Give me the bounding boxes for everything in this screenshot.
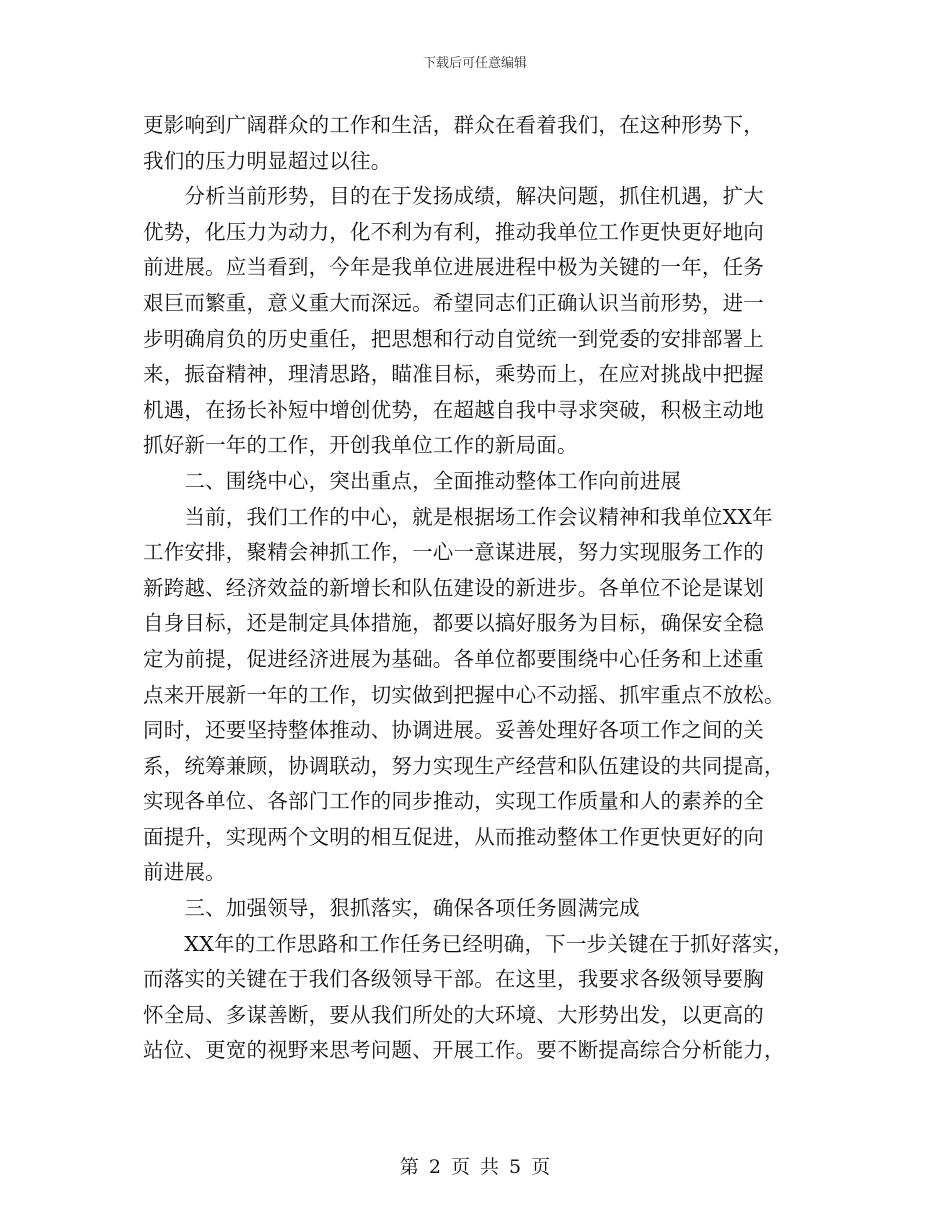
text-line: 点来开展新一年的工作，切实做到把握中心不动摇、抓牢重点不放松。 bbox=[143, 682, 785, 707]
text-line: 来，振奋精神，理清思路，瞄准目标，乘势而上，在应对挑战中把握 bbox=[143, 362, 764, 387]
text-line: XX年的工作思路和工作任务已经明确，下一步关键在于抓好落实， bbox=[143, 931, 794, 956]
text-line: 更影响到广阔群众的工作和生活，群众在看着我们，在这种形势下， bbox=[143, 113, 764, 137]
text-line: 同时，还要坚持整体推动、协调进展。妥善处理好各项工作之间的关 bbox=[143, 718, 764, 743]
text-line: 我们的压力明显超过以往。 bbox=[143, 148, 392, 173]
text-line: 抓好新一年的工作，开创我单位工作的新局面。 bbox=[143, 433, 578, 458]
text-line: 前进展。应当看到，今年是我单位进展进程中极为关键的一年，任务 bbox=[143, 255, 764, 280]
footer-prefix: 第 bbox=[399, 1156, 419, 1178]
text-line: 站位、更宽的视野来思考问题、开展工作。要不断提高综合分析能力， bbox=[143, 1038, 785, 1063]
footer-page-word: 页 bbox=[450, 1156, 470, 1178]
page-number: 2 bbox=[428, 1156, 441, 1178]
text-line: 系，统筹兼顾，协调联动，努力实现生产经营和队伍建设的共同提高， bbox=[143, 753, 785, 778]
total-pages: 5 bbox=[509, 1156, 522, 1178]
text-line: 优势，化压力为动力，化不利为有利，推动我单位工作更快更好地向 bbox=[143, 219, 764, 244]
text-line: 新跨越、经济效益的新增长和队伍建设的新进步。各单位不论是谋划 bbox=[143, 575, 764, 600]
text-line: 工作安排，聚精会神抓工作，一心一意谋进展，努力实现服务工作的 bbox=[143, 540, 764, 565]
text-line: 步明确肩负的历史重任，把思想和行动自觉统一到党委的安排部署上 bbox=[143, 326, 764, 351]
text-line: 怀全局、多谋善断，要从我们所处的大环境、大形势出发，以更高的 bbox=[143, 1002, 764, 1027]
footer-total-word: 共 bbox=[480, 1156, 500, 1178]
page-header: 下载后可任意编辑 bbox=[422, 56, 527, 71]
text-line: 机遇，在扬长补短中增创优势，在超越自我中寻求突破，积极主动地 bbox=[143, 397, 764, 422]
text-line: 前进展。 bbox=[143, 860, 226, 885]
section-heading: 三、加强领导，狠抓落实，确保各项任务圆满完成 bbox=[143, 896, 640, 921]
document-body bbox=[143, 108, 809, 1069]
text-line: 当前，我们工作的中心，就是根据场工作会议精神和我单位XX年 bbox=[143, 504, 773, 529]
text-line: 面提升，实现两个文明的相互促进，从而推动整体工作更快更好的向 bbox=[143, 824, 764, 849]
text-line: 实现各单位、各部门工作的同步推动，实现工作质量和人的素养的全 bbox=[143, 789, 764, 814]
section-heading: 二、围绕中心，突出重点，全面推动整体工作向前进展 bbox=[143, 468, 682, 493]
footer-suffix: 页 bbox=[531, 1156, 551, 1178]
text-line: 而落实的关键在于我们各级领导干部。在这里，我要求各级领导要胸 bbox=[143, 967, 764, 992]
text-line: 艰巨而繁重，意义重大而深远。希望同志们正确认识当前形势，进一 bbox=[143, 290, 764, 315]
text-line: 定为前提，促进经济进展为基础。各单位都要围绕中心任务和上述重 bbox=[143, 646, 764, 671]
text-line: 分析当前形势，目的在于发扬成绩，解决问题，抓住机遇，扩大 bbox=[143, 184, 764, 209]
page-footer bbox=[0, 1152, 950, 1179]
text-line: 自身目标，还是制定具体措施，都要以搞好服务为目标，确保安全稳 bbox=[143, 611, 764, 636]
